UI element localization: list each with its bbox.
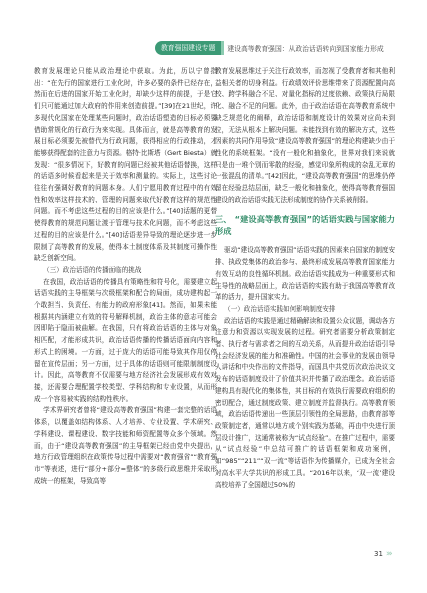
section-tag: 教育强国建设专题 [155, 41, 221, 55]
right-column [215, 66, 395, 491]
subheading: （一）政治话语实践如何影响制度安排 [224, 304, 336, 313]
left-column [34, 66, 217, 487]
section-number: 三、 [215, 214, 232, 225]
running-title: 建设高等教育强国：从政治话语转向到国家能力形成 [227, 45, 384, 53]
body-paragraph: 教育发展理论只能从政治理论中获取。为此，历以宁曾指出：“在先行的国家进行工业化时，许多必要的条件已经存在，然而在后进的国家开始工业化时，却缺少这样的前提，于是它们只可能通过加大政府的作用来创造前提。”[39]在21世纪，许多现代化国家在处理某些问题时，政治话语塑造的目标必须要借助常规化的行政行为来实现。具体而言，就是高等教育的发展目标必须要先被替代为行政问题，获得相应的行政推动，才能够获得配套的注意力与资源。格特·比斯塔（Gert Biesta）就发现：“很多情况下，好教育的问题已经被其他话语替换，这样的话语多时候看起来是关于效率和测量的。实际上，这些讨论往往有强调好教育的问题本身。人们宁愿用教育过程中的有效性和效率这样技术的、管理的问题来取代好教育这样的规范性问题。而不考虑这些过程的目的应该是什么。”[40]话题的更替使得教育的规范问题让渡于管理与技术化问题，而不考虑这些过程的目的应该是什么。”[40]话语差异导致的理论逐步进一步限制了高等教育的发展，使得本土制度体系及其制度可操作性缺乏创新空间。 [34, 67, 217, 263]
header-divider [221, 41, 224, 55]
chevron-right-icon: ››› [385, 549, 391, 559]
running-header [155, 40, 395, 56]
body-paragraph: 政治话语的实践是通过精确解读和设置公众议题，调动各方注意力和资源以实现发展的过程。研究者需要分析政策制定者、执行者与需求者之间的互动关系，从而提升政治话语引导社会经济发展的能力和准确性。中国的社会事业的发展由领导人讲话和中央作出的文件指导，而国具中共党历次政治决议文发布的话语制度设计了价值共识并传播了政治理念。政治话语建构具有现代化的集体性，其目标的有效执行需要政府组织的密切配合，通过制度政策、建立制度并监督执行。高等教育领域，政治话语传递出一些顶层引领性的全局思路，由教育部等政策制定者，通常以地方或个别实践为基础，再由中央进行顶层设计推广，这通常被称为“试点经验”。在推广过程中，需要从“试点经验”中总结可推广的话语框架和成功案例，如“985”“211”“双一流”等话语作为传播媒介，已成为全社会对高水平大学共识的形成工具。“2016年以来，‘双一流’建设高校培养了全国超过50%的 [215, 316, 395, 489]
body-paragraph: 教育发展思维过于关注行政效率，而忽视了受教育者和其他利益相关者的切身利益。行政绩效评价思维带来了资源配置向高校、跨学科融合不足、对量化指标的过度依赖、政策执行局限化、融合不足的问题。此外，由于政治话语在高等教育系统中缺乏规范化的阐释，政治话语和制度设计的效果对应尚未到位，无法从根本上解决问题。未能找到有效的解决方式，这些因素的共同作用导致“建设高等教育强国”的理论构建缺少由于性化的系统框架。“没有一般化和抽象化，世界对我们来说就只是由一堆个别而零散的经验，感觉印象所构成的杂乱无章的一张混乱的清单。”[42]因此，“建设高等教育强国”的思维仍停留在经验总结层面，缺乏一般化和抽象化，使得高等教育强国建设的政治话语实践无法形成制度的协作关系被削弱。 [215, 67, 395, 204]
page-number: 31 [374, 550, 383, 558]
section-title-text: “建设高等教育强国”的话语实践与国家能力形成 [215, 214, 395, 236]
subheading: （三）政治话语的传播面临的挑战 [43, 265, 142, 274]
body-paragraph: 学术界研究者曾将“建设高等教育强国”构建一套完整的话语体系，以覆盖如结构体系、人才培养、专业设置、学术研究、学科建设、课程建设、数字技能和师资配置等众多个领域。然而，由于“建设高等教育强国”的主导框架已经由党中央提出，地方行政管理组织在政策传导过程中需要对“教育强省”“教育强市”等表述，进行“部分+部分=整体”的多级行政思维并采取形成统一的框架，导致高等 [34, 406, 217, 485]
body-paragraph: 驱动“建设高等教育强国”话语实践的因素来自国家的制度安排、执政党集体的政治参与、最终形成发展高等教育国家能力有效互动的良性循环机制。政治话语实践成为一种重要形式和主导性的战略层面上，政治话语的实践有助于我国高等教育改革的活力，提升国家实力。 [215, 246, 395, 302]
body-paragraph: 在我国，政治话语的传播具有策略性和符号化，需要建立起话语实践的主导框架与次级框架和配合的局面，成功建构起一个敢担当、负责任、有能力的政府形象[41]。然而，如果未能根据其内涵建立有效的符号解释机制，政治主体的意志可能会因即陷于隐而被曲解。在我国，只有将政治话语的主体与对象相匹配，才能形成共识，政治话语传播的传播话语面向内容和形式上的困境。一方面，过于庞大的话语可能导致其作用仅停留在宣传层面；另一方面，过于具体的话语则可能限制制度设计。因此，高等教育不仅需要与地方经济社会发展形成有效对接，还需要合理配置学校类型、学科结构和专业设置，从而形成一个容易被实践的结构性秩序。 [34, 277, 217, 403]
page-footer [374, 549, 391, 559]
section-heading [215, 214, 395, 237]
